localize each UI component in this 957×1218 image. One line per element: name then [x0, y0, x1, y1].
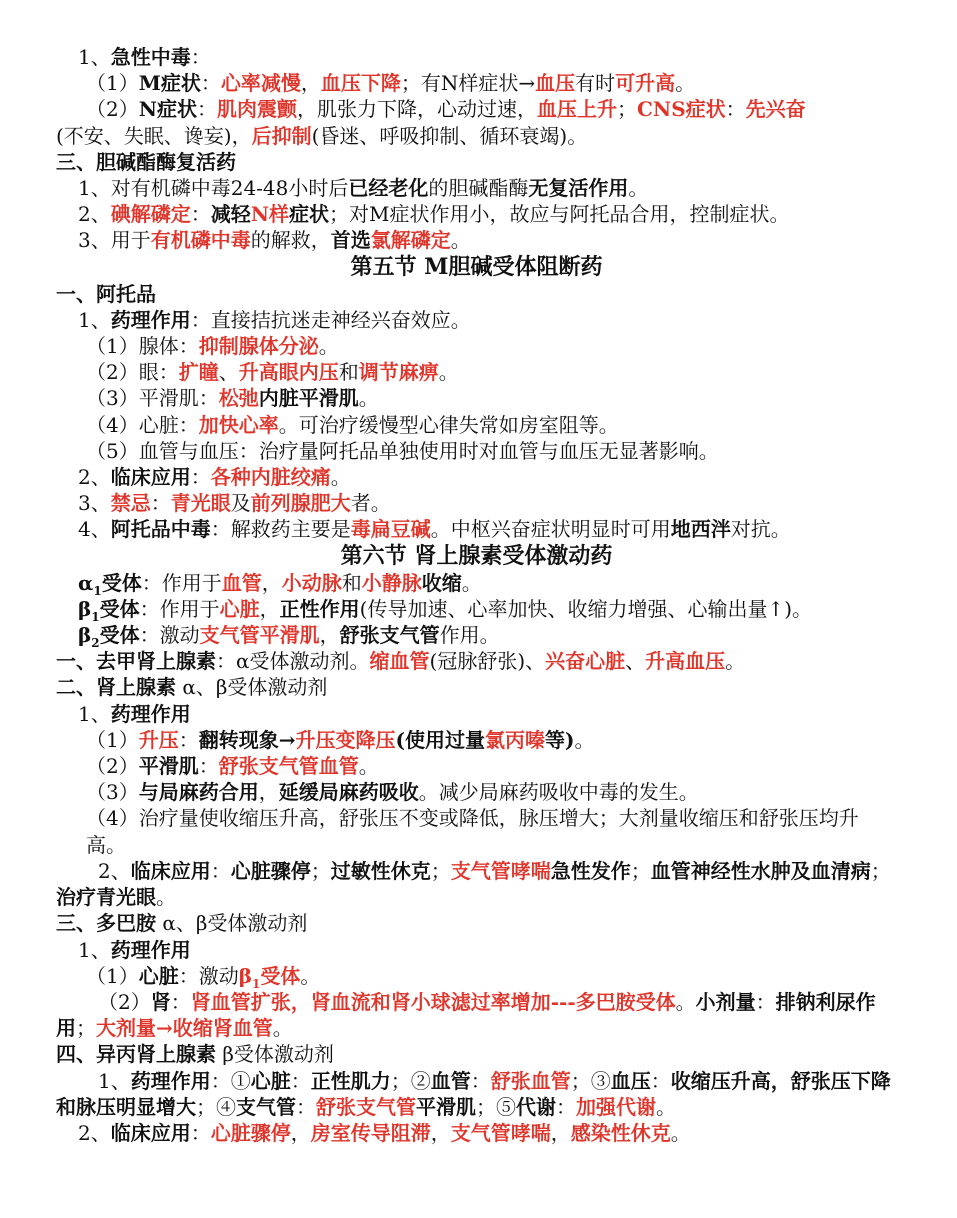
highlight-text: 血管 — [221, 570, 262, 595]
bold-text: 正性肌力 — [310, 1068, 391, 1093]
bold-text: 1 — [93, 583, 102, 596]
text-line — [56, 307, 897, 333]
plain-text: ： — [725, 97, 746, 122]
highlight-text: 有机磷中毒 — [150, 228, 251, 253]
bold-text: 过敏性休克 — [330, 858, 431, 883]
plain-text: ： — [210, 858, 231, 883]
plain-text: 1、 — [78, 937, 111, 962]
bold-text: 等) — [544, 727, 575, 752]
text-line — [56, 333, 897, 359]
bold-text: 受体 — [99, 623, 140, 648]
plain-text: 。 — [358, 754, 379, 779]
plain-text: 。 — [330, 465, 351, 490]
plain-text: ， — [259, 596, 280, 621]
bold-text: β — [78, 596, 92, 621]
plain-text: （2） — [86, 97, 139, 122]
plain-text: 。中枢兴奋症状明显时可用 — [430, 517, 671, 542]
highlight-text: 肌肉震颤 — [217, 97, 298, 122]
bold-text: 药理作用 — [130, 1068, 211, 1093]
text-line — [56, 96, 897, 122]
bold-text: 地西泮 — [670, 517, 731, 542]
highlight-text: 支气管平滑肌 — [199, 623, 320, 648]
highlight-text: 抑制腺体分泌 — [198, 334, 319, 359]
plain-text: ：① — [210, 1068, 251, 1093]
plain-text: 3、用于 — [78, 228, 151, 253]
text-line — [56, 805, 897, 857]
highlight-text: 肾血管扩张，肾血流和肾小球滤过率增加---多巴胺受体 — [190, 989, 676, 1014]
highlight-text: 舒张血管 — [490, 1068, 571, 1093]
highlight-text: CNS症状 — [637, 97, 726, 122]
bold-text: 第六节 肾上腺素受体激动药 — [340, 542, 613, 569]
bold-text: 收缩压升高，舒张压下降和脉压明显增大 — [56, 1068, 891, 1119]
highlight-text: 心脏骤停 — [210, 1120, 291, 1145]
highlight-text: 升高血压 — [645, 649, 726, 674]
bold-text: 首选 — [330, 228, 371, 253]
plain-text: 4、 — [78, 517, 111, 542]
plain-text: 2、 — [78, 465, 111, 490]
plain-text: ；⑤ — [476, 1094, 516, 1119]
highlight-text: 先兴奋 — [745, 97, 806, 122]
text-line — [56, 858, 897, 910]
plain-text: 1、 — [98, 1068, 131, 1093]
highlight-text: 房室传导阻滞 — [310, 1120, 431, 1145]
text-line — [56, 963, 897, 989]
text-line — [56, 464, 897, 490]
plain-text: （3） — [86, 780, 139, 805]
bold-text: 三、多巴胺 — [56, 911, 156, 936]
bold-text: 治疗青光眼 — [56, 885, 156, 910]
bold-text: 血管神经性水肿及血清病 — [650, 858, 871, 883]
bold-text: 受体 — [99, 596, 140, 621]
plain-text: ；④ — [196, 1094, 236, 1119]
plain-text: ： — [755, 989, 776, 1014]
highlight-text: 1 — [252, 976, 261, 989]
highlight-text: 升压变降压 — [295, 727, 396, 752]
plain-text: 。 — [358, 386, 379, 411]
plain-text: ：作用于 — [141, 570, 222, 595]
bold-text: 二、肾上腺素 — [56, 675, 176, 700]
bold-text: 临床应用 — [130, 858, 211, 883]
plain-text: （1） — [86, 71, 139, 96]
highlight-text: 大剂量→收缩肾血管 — [96, 1016, 273, 1041]
highlight-text: 缩血管 — [369, 649, 430, 674]
bold-text: 临床应用 — [110, 1120, 191, 1145]
plain-text: （2）眼： — [86, 360, 179, 385]
highlight-text: 松弛 — [218, 386, 259, 411]
plain-text: ： — [197, 97, 218, 122]
highlight-text: 可升高 — [615, 71, 676, 96]
highlight-text: 血压 — [535, 71, 576, 96]
bold-text: 排钠利尿作用 — [56, 989, 876, 1041]
bold-text: 减轻 — [210, 202, 251, 227]
highlight-text: 调节麻痹 — [358, 360, 439, 385]
plain-text: ： — [178, 727, 199, 752]
highlight-text: 心率减慢 — [220, 71, 301, 96]
bold-text: 2 — [91, 636, 100, 649]
plain-text: ：解救药主要是 — [210, 517, 351, 542]
highlight-text: 血压下降 — [320, 71, 401, 96]
plain-text: ： — [470, 1068, 491, 1093]
bold-text: 支气管 — [236, 1094, 296, 1119]
highlight-text: 加快心率 — [198, 412, 279, 437]
bold-text: 心脏 — [138, 963, 179, 988]
plain-text: ；③ — [570, 1068, 611, 1093]
bold-text: 四、异丙肾上腺素 — [56, 1042, 216, 1067]
bold-text: 受体 — [101, 570, 142, 595]
highlight-text: 各种内脏绞痛 — [210, 465, 331, 490]
bold-text: 阿托品中毒 — [110, 517, 211, 542]
highlight-text: 支气管哮喘 — [450, 1120, 551, 1145]
plain-text: ，肌张力下降，心动过速， — [297, 97, 538, 122]
highlight-text: 青光眼 — [170, 491, 231, 516]
bold-text: 急性中毒 — [110, 45, 191, 69]
plain-text: 。 — [574, 727, 595, 752]
bold-text: 平滑肌 — [416, 1094, 476, 1119]
plain-text: ： — [296, 1094, 316, 1119]
bold-text: 代谢 — [516, 1094, 556, 1119]
plain-text: 及 — [230, 491, 251, 516]
plain-text: （2） — [86, 754, 139, 779]
plain-text: 1、 — [78, 45, 111, 69]
bold-text: 血压 — [610, 1068, 651, 1093]
plain-text: 者。 — [350, 491, 391, 516]
plain-text: α、β受体激动剂 — [176, 675, 328, 700]
highlight-text: 舒张支气管 — [316, 1094, 416, 1119]
highlight-text: 小动脉 — [281, 570, 342, 595]
bold-text: 三、胆碱酯酶复活药 — [56, 149, 236, 174]
plain-text: 的胆碱酯酶 — [428, 176, 529, 201]
bold-text: α — [78, 570, 94, 595]
plain-text: （2） — [98, 989, 151, 1014]
text-line — [56, 570, 897, 596]
bold-text: 无复活作用 — [528, 176, 629, 201]
bold-text: 平滑肌 — [138, 754, 199, 779]
highlight-text: 升压 — [138, 727, 179, 752]
highlight-text: 心脏 — [219, 596, 260, 621]
plain-text: 。 — [300, 963, 321, 988]
plain-text: (传导加速、心率加快、收缩力增强、心输出量↑)。 — [359, 596, 813, 621]
text-line — [56, 648, 897, 674]
plain-text: （1）腺体： — [86, 334, 199, 359]
plain-text: 。 — [156, 885, 176, 910]
bold-text: 症状 — [289, 202, 330, 227]
text-line — [56, 385, 897, 411]
text-line — [56, 674, 897, 700]
plain-text: 和 — [341, 570, 362, 595]
section-title — [56, 543, 897, 570]
highlight-text: 支气管哮喘 — [450, 858, 551, 883]
text-line — [56, 490, 897, 516]
plain-text: 。 — [675, 989, 696, 1014]
text-line — [56, 622, 897, 648]
bold-text: β — [78, 623, 92, 648]
plain-text: ： — [650, 1068, 671, 1093]
text-line — [56, 701, 897, 727]
text-line — [56, 227, 897, 253]
text-line — [56, 412, 897, 438]
text-line — [56, 438, 897, 464]
text-line — [56, 989, 897, 1041]
plain-text: ， — [290, 1120, 311, 1145]
bold-text: 正性作用 — [279, 596, 360, 621]
plain-text: 。 — [670, 1120, 691, 1145]
plain-text: ， — [261, 570, 282, 595]
highlight-text: N样 — [250, 202, 290, 227]
bold-text: M症状 — [138, 71, 201, 96]
plain-text: 。 — [461, 570, 482, 595]
plain-text: ： — [170, 989, 191, 1014]
bold-text: 药理作用 — [110, 307, 191, 332]
highlight-text: 禁忌 — [110, 491, 151, 516]
plain-text: ： — [190, 465, 211, 490]
highlight-text: 氯解磷定 — [370, 228, 451, 253]
plain-text: ： — [198, 754, 219, 779]
section-title — [56, 254, 897, 281]
plain-text: 的解救， — [250, 228, 331, 253]
text-line — [56, 281, 897, 307]
highlight-text: 受体 — [260, 963, 301, 988]
plain-text: 有时 — [575, 71, 616, 96]
text-line — [56, 175, 897, 201]
bold-text: 已经老化 — [348, 176, 429, 201]
text-line — [56, 1041, 897, 1067]
plain-text: ： — [150, 491, 171, 516]
bold-text: 收缩 — [421, 570, 462, 595]
plain-text: ： — [190, 45, 211, 69]
plain-text: ， — [258, 780, 279, 805]
highlight-text: 加强代谢 — [576, 1094, 656, 1119]
highlight-text: 舒张支气管血管 — [218, 754, 359, 779]
bold-text: 血管 — [430, 1068, 471, 1093]
plain-text: 、 — [625, 649, 646, 674]
bold-text: 第五节 M胆碱受体阻断药 — [350, 253, 603, 280]
plain-text: 。 — [272, 1016, 293, 1041]
text-line — [56, 516, 897, 542]
plain-text: ； — [430, 858, 451, 883]
plain-text: ：激动 — [178, 963, 239, 988]
plain-text: ， — [319, 623, 340, 648]
plain-text: 1、 — [78, 701, 111, 726]
highlight-text: 毒扁豆碱 — [350, 517, 431, 542]
plain-text: ： — [190, 1120, 211, 1145]
plain-text: ； — [617, 97, 638, 122]
text-line — [56, 1120, 897, 1146]
text-line — [56, 753, 897, 779]
bold-text: 药理作用 — [110, 937, 191, 962]
bold-text: 小剂量 — [695, 989, 756, 1014]
plain-text: ， — [550, 1120, 571, 1145]
plain-text: 。可治疗缓慢型心律失常如房室阻等。 — [278, 412, 619, 437]
plain-text: ； — [76, 1016, 96, 1041]
plain-text: 。 — [438, 360, 459, 385]
bold-text: 舒张支气管 — [339, 623, 440, 648]
plain-text: ；有N样症状→ — [400, 71, 536, 96]
plain-text: ；② — [390, 1068, 431, 1093]
plain-text: (昏迷、呼吸抑制、循环衰竭)。 — [311, 123, 588, 148]
highlight-text: 感染性休克 — [570, 1120, 671, 1145]
bold-text: 急性发作 — [550, 858, 631, 883]
highlight-text: 氯丙嗪 — [484, 727, 545, 752]
text-line — [56, 70, 897, 96]
plain-text: （4）心脏： — [86, 412, 199, 437]
plain-text: 、 — [218, 360, 239, 385]
plain-text: ； — [630, 858, 651, 883]
plain-text: ：α受体激动剂。 — [216, 649, 370, 674]
plain-text: 。 — [628, 176, 649, 201]
text-line — [56, 359, 897, 385]
bold-text: 一、去甲肾上腺素 — [56, 649, 216, 674]
text-line — [56, 1068, 897, 1120]
plain-text: ：直接拮抗迷走神经兴奋效应。 — [190, 307, 471, 332]
bold-text: N症状 — [138, 97, 198, 122]
highlight-text: 前列腺肥大 — [250, 491, 351, 516]
text-line — [56, 596, 897, 622]
plain-text: 。 — [675, 71, 696, 96]
text-line — [56, 123, 897, 149]
text-line — [56, 44, 897, 70]
text-line — [56, 779, 897, 805]
plain-text: ； — [870, 858, 891, 883]
plain-text: ： — [200, 71, 221, 96]
highlight-text: 升高眼内压 — [238, 360, 339, 385]
highlight-text: 后抑制 — [251, 123, 312, 148]
plain-text: ， — [430, 1120, 451, 1145]
highlight-text: 兴奋心脏 — [545, 649, 626, 674]
plain-text: 1、对有机磷中毒24-48小时后 — [78, 176, 349, 201]
plain-text: (不安、失眠、谗妄)， — [56, 123, 252, 148]
plain-text: （5）血管与血压：治疗量阿托品单独使用时对血管与血压无显著影响。 — [86, 438, 719, 463]
plain-text: （4）治疗量使收缩压升高，舒张压不变或降低，脉压增大；大剂量收缩压和舒张压均升高。 — [86, 806, 859, 857]
plain-text: (冠脉舒张)、 — [429, 649, 546, 674]
highlight-text: 扩瞳 — [178, 360, 219, 385]
plain-text: ：激动 — [139, 623, 200, 648]
highlight-text: 小静脉 — [361, 570, 422, 595]
bold-text: 临床应用 — [110, 465, 191, 490]
plain-text: 。 — [318, 334, 339, 359]
bold-text: 一、阿托品 — [56, 281, 156, 306]
bold-text: 药理作用 — [110, 701, 191, 726]
plain-text: 。 — [450, 228, 471, 253]
plain-text: 1、 — [78, 307, 111, 332]
plain-text: （1） — [86, 963, 139, 988]
plain-text: 。 — [656, 1094, 676, 1119]
bold-text: 心脏骤停 — [230, 858, 311, 883]
plain-text: 对抗。 — [730, 517, 791, 542]
plain-text: 和 — [338, 360, 359, 385]
plain-text: 3、 — [78, 491, 111, 516]
plain-text: （1） — [86, 727, 139, 752]
plain-text: 2、 — [78, 202, 111, 227]
plain-text: 2、 — [98, 858, 131, 883]
plain-text: ： — [556, 1094, 576, 1119]
bold-text: 与局麻药合用 — [138, 780, 259, 805]
highlight-text: 碘解磷定 — [110, 202, 191, 227]
text-line — [56, 149, 897, 175]
highlight-text: 血压上升 — [537, 97, 618, 122]
plain-text: （3）平滑肌： — [86, 386, 219, 411]
bold-text: 心脏 — [250, 1068, 291, 1093]
bold-text: 肾 — [150, 989, 171, 1014]
plain-text: ： — [190, 202, 211, 227]
plain-text: ， — [300, 71, 321, 96]
bold-text: 1 — [91, 609, 100, 623]
plain-text: ；对M症状作用小，故应与阿托品合用，控制症状。 — [329, 202, 790, 227]
bold-text: (使用过量 — [395, 727, 485, 752]
text-line — [56, 727, 897, 753]
plain-text: 。减少局麻药吸收中毒的发生。 — [418, 780, 699, 805]
plain-text: 作用。 — [439, 623, 500, 648]
plain-text: β受体激动剂 — [216, 1042, 334, 1067]
plain-text: ； — [310, 858, 331, 883]
bold-text: 内脏平滑肌 — [258, 386, 359, 411]
bold-text: 延缓局麻药吸收 — [278, 780, 419, 805]
plain-text: 2、 — [78, 1120, 111, 1145]
text-line — [56, 201, 897, 227]
plain-text: α、β受体激动剂 — [156, 911, 308, 936]
text-line — [56, 937, 897, 963]
bold-text: 翻转现象→ — [198, 727, 296, 752]
text-line — [56, 910, 897, 936]
plain-text: ：作用于 — [139, 596, 220, 621]
plain-text: 。 — [725, 649, 746, 674]
highlight-text: β — [238, 963, 253, 988]
plain-text: ： — [290, 1068, 311, 1093]
